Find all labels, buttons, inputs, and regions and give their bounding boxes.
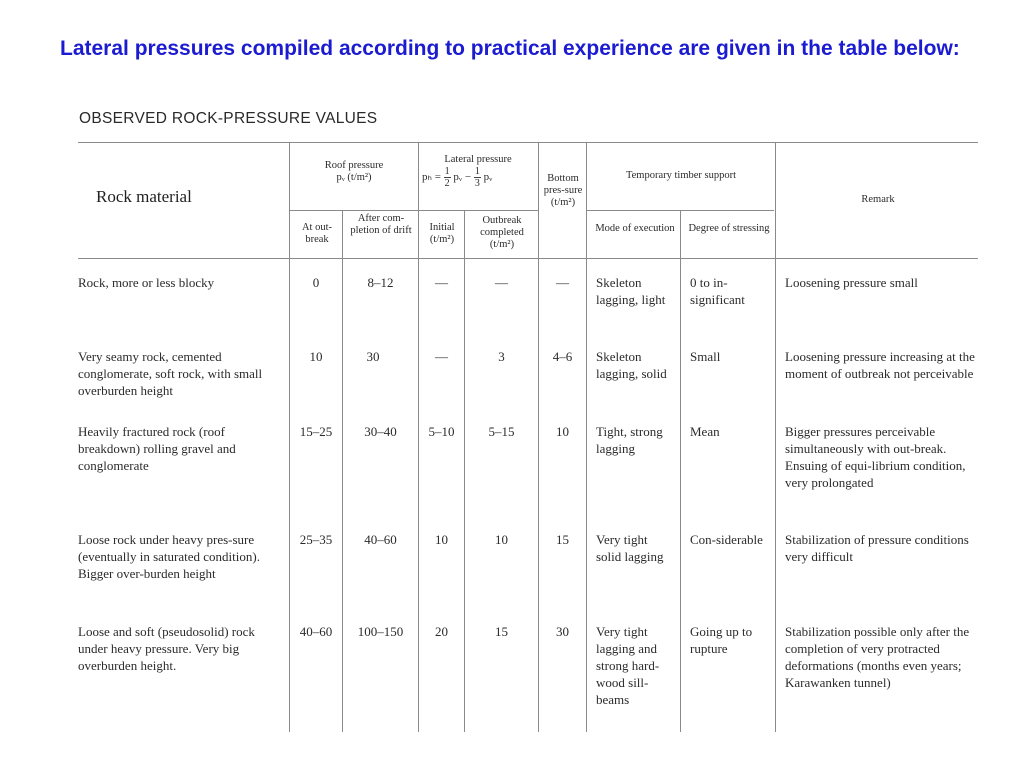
cell-remark: Stabilization of pressure conditions very difficult <box>785 532 969 564</box>
cell-mode: Skeleton lagging, light <box>596 275 666 307</box>
formula-end: pᵥ <box>483 171 493 184</box>
lateral-pressure-formula <box>422 166 492 189</box>
cell-degree: Con-siderable <box>690 532 763 547</box>
header-lateral-pressure: Lateral pressure <box>444 154 512 165</box>
header-rock-material: Rock material <box>96 187 192 206</box>
cell-bottom: 10 <box>556 424 569 439</box>
header-bottom-pressure: Bottom pres-sure (t/m²) <box>543 173 583 208</box>
cell-degree: Going up to rupture <box>690 624 753 656</box>
formula-mid: pᵥ − <box>453 171 472 184</box>
cell-remark: Stabilization possible only after the completion of very protracted deformations (months even years; Karawanken tunnel) <box>785 624 970 690</box>
cell-outbreak-completed: 15 <box>495 624 508 639</box>
cell-bottom: — <box>556 275 569 290</box>
cell-initial: 20 <box>435 624 448 639</box>
cell-rock: Loose rock under heavy pres-sure (eventually in saturated condition). Bigger over-burden height <box>78 532 260 581</box>
cell-rock: Very seamy rock, cemented conglomerate, soft rock, with small overburden height <box>78 349 263 398</box>
header-roof-pressure-label: Roof pressure <box>324 160 384 171</box>
header-initial: Initial (t/m²) <box>429 222 455 245</box>
cell-initial: 5–10 <box>428 424 455 439</box>
cell-after-completion: 8–12 <box>367 275 394 290</box>
cell-at-outbreak: 10 <box>309 349 323 364</box>
header-temporary-support: Temporary timber support <box>625 170 737 181</box>
cell-at-outbreak: 40–60 <box>299 624 333 639</box>
cell-at-outbreak: 25–35 <box>299 532 333 547</box>
subheader-rule-roof-lateral <box>290 210 538 211</box>
header-at-outbreak: At out-break <box>301 222 333 245</box>
formula-fraction-third <box>474 166 481 189</box>
header-roof-pressure-unit: pᵥ (t/m²) <box>336 172 372 183</box>
header-mode-of-execution: Mode of execution <box>595 223 675 234</box>
cell-outbreak-completed: 5–15 <box>488 424 515 439</box>
col-divider <box>586 142 587 732</box>
cell-after-completion: 40–60 <box>364 532 397 547</box>
col-divider <box>775 142 776 732</box>
cell-mode: Very tight lagging and strong hard-wood sill-beams <box>596 624 660 707</box>
cell-remark: Loosening pressure small <box>785 275 918 290</box>
formula-den2: 3 <box>474 178 480 189</box>
cell-degree: Mean <box>690 424 720 439</box>
cell-after-completion: 30 <box>366 349 380 364</box>
cell-bottom: 15 <box>556 532 569 547</box>
cell-bottom: 30 <box>556 624 569 639</box>
cell-degree: Small <box>690 349 721 364</box>
table-top-rule <box>78 142 978 143</box>
cell-rock: Heavily fractured rock (roof breakdown) rolling gravel and conglomerate <box>78 424 236 473</box>
table-title: OBSERVED ROCK-PRESSURE VALUES <box>79 110 378 127</box>
cell-outbreak-completed: — <box>495 275 508 290</box>
cell-bottom: 4–6 <box>552 349 573 364</box>
cell-outbreak-completed: 10 <box>495 532 508 547</box>
col-divider <box>680 211 681 732</box>
header-degree-of-stressing: Degree of stressing <box>688 223 770 234</box>
cell-initial: — <box>435 349 448 364</box>
cell-degree: 0 to in-significant <box>690 275 745 307</box>
formula-num1: 1 <box>444 166 450 177</box>
cell-initial: — <box>435 275 448 290</box>
cell-rock: Loose and soft (pseudosolid) rock under heavy pressure. Very big overburden height. <box>78 624 255 673</box>
header-remark: Remark <box>861 194 895 205</box>
cell-mode: Very tight solid lagging <box>596 532 664 564</box>
cell-mode: Skeleton lagging, solid <box>596 349 667 381</box>
cell-at-outbreak: 15–25 <box>299 424 333 439</box>
formula-fraction-half <box>444 166 451 189</box>
cell-outbreak-completed: 3 <box>498 349 505 364</box>
cell-remark: Bigger pressures perceivable simultaneously with out-break. Ensuing of equi-librium condition, very prolongated <box>785 424 966 490</box>
header-outbreak-completed: Outbreak completed (t/m²) <box>480 215 524 250</box>
header-after-completion: After com-pletion of drift <box>350 213 412 236</box>
cell-after-completion: 100–150 <box>357 624 404 639</box>
cell-initial: 10 <box>435 532 448 547</box>
formula-num2: 1 <box>474 166 480 177</box>
formula-lhs: pₕ = <box>422 171 441 184</box>
header-bottom-rule <box>78 258 978 259</box>
page-heading: Lateral pressures compiled according to practical experience are given in the table below: <box>60 37 960 60</box>
cell-mode: Tight, strong lagging <box>596 424 663 456</box>
cell-rock: Rock, more or less blocky <box>78 275 215 290</box>
cell-remark: Loosening pressure increasing at the moment of outbreak not perceivable <box>785 349 975 381</box>
cell-at-outbreak: 0 <box>312 275 320 290</box>
formula-den1: 2 <box>444 178 450 189</box>
header-roof-pressure <box>292 160 416 184</box>
cell-after-completion: 30–40 <box>364 424 397 439</box>
